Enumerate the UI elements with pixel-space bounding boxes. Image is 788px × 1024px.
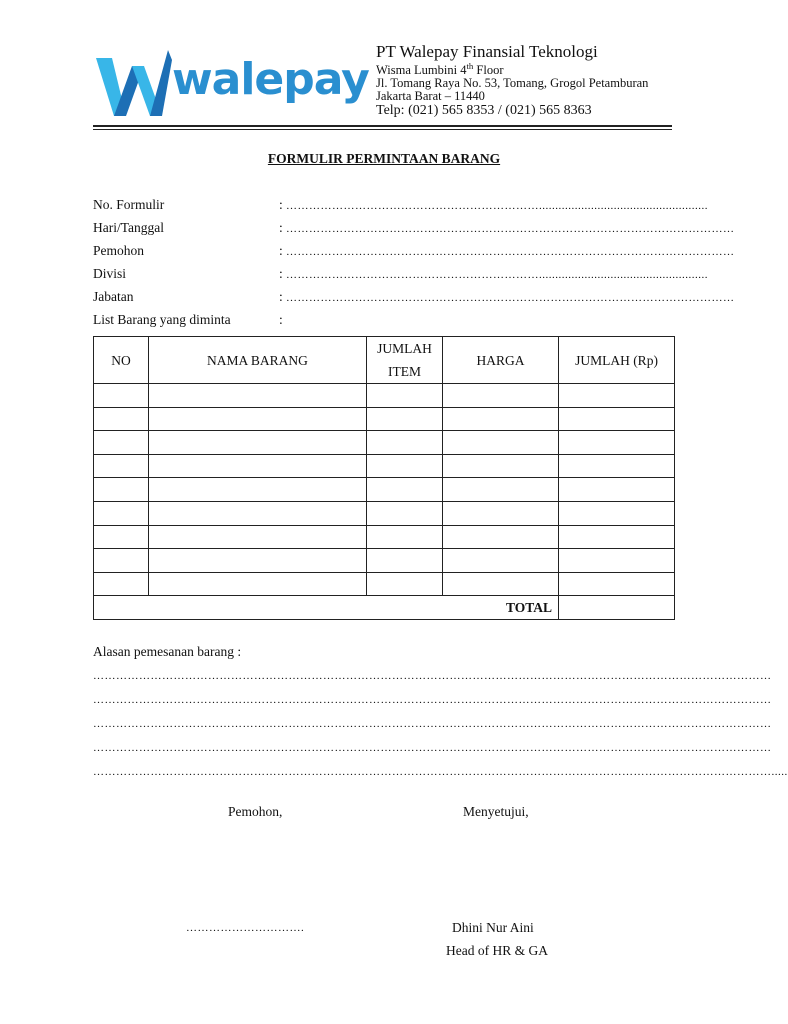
- cell-price[interactable]: [443, 501, 559, 525]
- cell-quantity[interactable]: [367, 384, 443, 408]
- reason-label: Alasan pemesanan barang :: [93, 644, 242, 659]
- cell-price[interactable]: [443, 525, 559, 549]
- cell-no[interactable]: [94, 501, 149, 525]
- qty-header-line1: JUMLAH: [377, 341, 432, 356]
- field-colon: :: [279, 312, 283, 327]
- cell-price[interactable]: [443, 454, 559, 478]
- field-input-division[interactable]: …………………………………………………………....................................................: [286, 269, 708, 281]
- cell-item-name[interactable]: [149, 431, 367, 455]
- cell-amount[interactable]: [559, 501, 675, 525]
- cell-price[interactable]: [443, 407, 559, 431]
- cell-item-name[interactable]: [149, 525, 367, 549]
- approver-signature-label: Menyetujui,: [463, 804, 529, 819]
- cell-amount[interactable]: [559, 431, 675, 455]
- walepay-logo: [92, 46, 369, 122]
- cell-item-name[interactable]: [149, 572, 367, 596]
- cell-item-name[interactable]: [149, 549, 367, 573]
- cell-no[interactable]: [94, 572, 149, 596]
- requester-signature-label: Pemohon,: [228, 804, 283, 819]
- field-input-requester[interactable]: ………………………………………………………………………………………………………: [286, 246, 735, 258]
- address-line-1: Wisma Lumbini 4th Floor: [376, 61, 504, 78]
- cell-quantity[interactable]: [367, 549, 443, 573]
- requester-signature-line[interactable]: ………………………….: [186, 922, 305, 934]
- cell-quantity[interactable]: [367, 478, 443, 502]
- cell-item-name[interactable]: [149, 384, 367, 408]
- table-row: [94, 549, 675, 573]
- field-colon: :: [279, 243, 283, 258]
- field-colon: :: [279, 197, 283, 212]
- reason-line[interactable]: ……………………………………………………………………………………………………………………………………………………………: [93, 670, 772, 682]
- field-input-date[interactable]: ………………………………………………………………………………………………………: [286, 223, 735, 235]
- reason-line[interactable]: …………………………………………………………………………………………………………………………………………………………….....: [93, 766, 788, 778]
- cell-no[interactable]: [94, 454, 149, 478]
- qty-header-line2: ITEM: [388, 364, 421, 379]
- items-table: [93, 336, 675, 620]
- field-label-form-number: No. Formulir: [93, 197, 165, 212]
- reason-line[interactable]: ……………………………………………………………………………………………………………………………………………………………: [93, 742, 772, 754]
- field-label-position: Jabatan: [93, 289, 134, 304]
- table-row: [94, 431, 675, 455]
- table-row: [94, 572, 675, 596]
- cell-no[interactable]: [94, 431, 149, 455]
- cell-amount[interactable]: [559, 454, 675, 478]
- logo-wordmark: walepay: [172, 54, 369, 105]
- cell-price[interactable]: [443, 549, 559, 573]
- cell-quantity[interactable]: [367, 572, 443, 596]
- cell-no[interactable]: [94, 407, 149, 431]
- reason-line[interactable]: ……………………………………………………………………………………………………………………………………………………………: [93, 694, 772, 706]
- cell-quantity[interactable]: [367, 501, 443, 525]
- address-line-3: Jakarta Barat – 11440: [376, 89, 485, 103]
- table-header-row: [94, 337, 675, 384]
- field-colon: :: [279, 220, 283, 235]
- cell-amount[interactable]: [559, 407, 675, 431]
- column-header-no: NO: [94, 337, 149, 384]
- column-header-item-name: NAMA BARANG: [149, 337, 367, 384]
- field-label-item-list: List Barang yang diminta: [93, 312, 231, 327]
- field-colon: :: [279, 289, 283, 304]
- table-row: [94, 501, 675, 525]
- cell-no[interactable]: [94, 384, 149, 408]
- field-colon: :: [279, 266, 283, 281]
- cell-amount[interactable]: [559, 549, 675, 573]
- column-header-price: HARGA: [443, 337, 559, 384]
- cell-price[interactable]: [443, 478, 559, 502]
- address-line-2: Jl. Tomang Raya No. 53, Tomang, Grogol Petamburan: [376, 76, 649, 90]
- cell-price[interactable]: [443, 384, 559, 408]
- cell-amount[interactable]: [559, 478, 675, 502]
- cell-no[interactable]: [94, 478, 149, 502]
- table-row: [94, 454, 675, 478]
- approver-name: Dhini Nur Aini: [452, 920, 534, 935]
- cell-item-name[interactable]: [149, 478, 367, 502]
- column-header-amount: JUMLAH (Rp): [559, 337, 675, 384]
- total-amount-cell[interactable]: [559, 596, 675, 620]
- approver-title: Head of HR & GA: [446, 943, 548, 958]
- company-name: PT Walepay Finansial Teknologi: [376, 42, 598, 61]
- cell-price[interactable]: [443, 572, 559, 596]
- cell-amount[interactable]: [559, 572, 675, 596]
- form-title: FORMULIR PERMINTAAN BARANG: [267, 151, 501, 166]
- table-row: [94, 407, 675, 431]
- cell-no[interactable]: [94, 549, 149, 573]
- cell-no[interactable]: [94, 525, 149, 549]
- reason-line[interactable]: ……………………………………………………………………………………………………………………………………………………………: [93, 718, 772, 730]
- cell-price[interactable]: [443, 431, 559, 455]
- phone-numbers: Telp: (021) 565 8353 / (021) 565 8363: [376, 103, 592, 118]
- cell-quantity[interactable]: [367, 454, 443, 478]
- table-row: [94, 384, 675, 408]
- field-input-form-number[interactable]: …………………………………………………………....................................................: [286, 200, 708, 212]
- field-label-requester: Pemohon: [93, 243, 145, 258]
- cell-quantity[interactable]: [367, 431, 443, 455]
- header-divider-thin: [93, 129, 672, 130]
- column-header-quantity: [367, 337, 443, 384]
- header-divider: [93, 125, 672, 127]
- total-label: TOTAL: [94, 596, 559, 620]
- cell-item-name[interactable]: [149, 407, 367, 431]
- field-input-position[interactable]: ………………………………………………………………………………………………………: [286, 292, 735, 304]
- cell-quantity[interactable]: [367, 407, 443, 431]
- cell-quantity[interactable]: [367, 525, 443, 549]
- cell-amount[interactable]: [559, 525, 675, 549]
- table-row: [94, 478, 675, 502]
- field-label-date: Hari/Tanggal: [93, 220, 165, 235]
- table-row: [94, 525, 675, 549]
- w-mark-icon: [92, 46, 172, 122]
- cell-amount[interactable]: [559, 384, 675, 408]
- cell-item-name[interactable]: [149, 454, 367, 478]
- total-row: [94, 596, 675, 620]
- cell-item-name[interactable]: [149, 501, 367, 525]
- field-label-division: Divisi: [93, 266, 127, 281]
